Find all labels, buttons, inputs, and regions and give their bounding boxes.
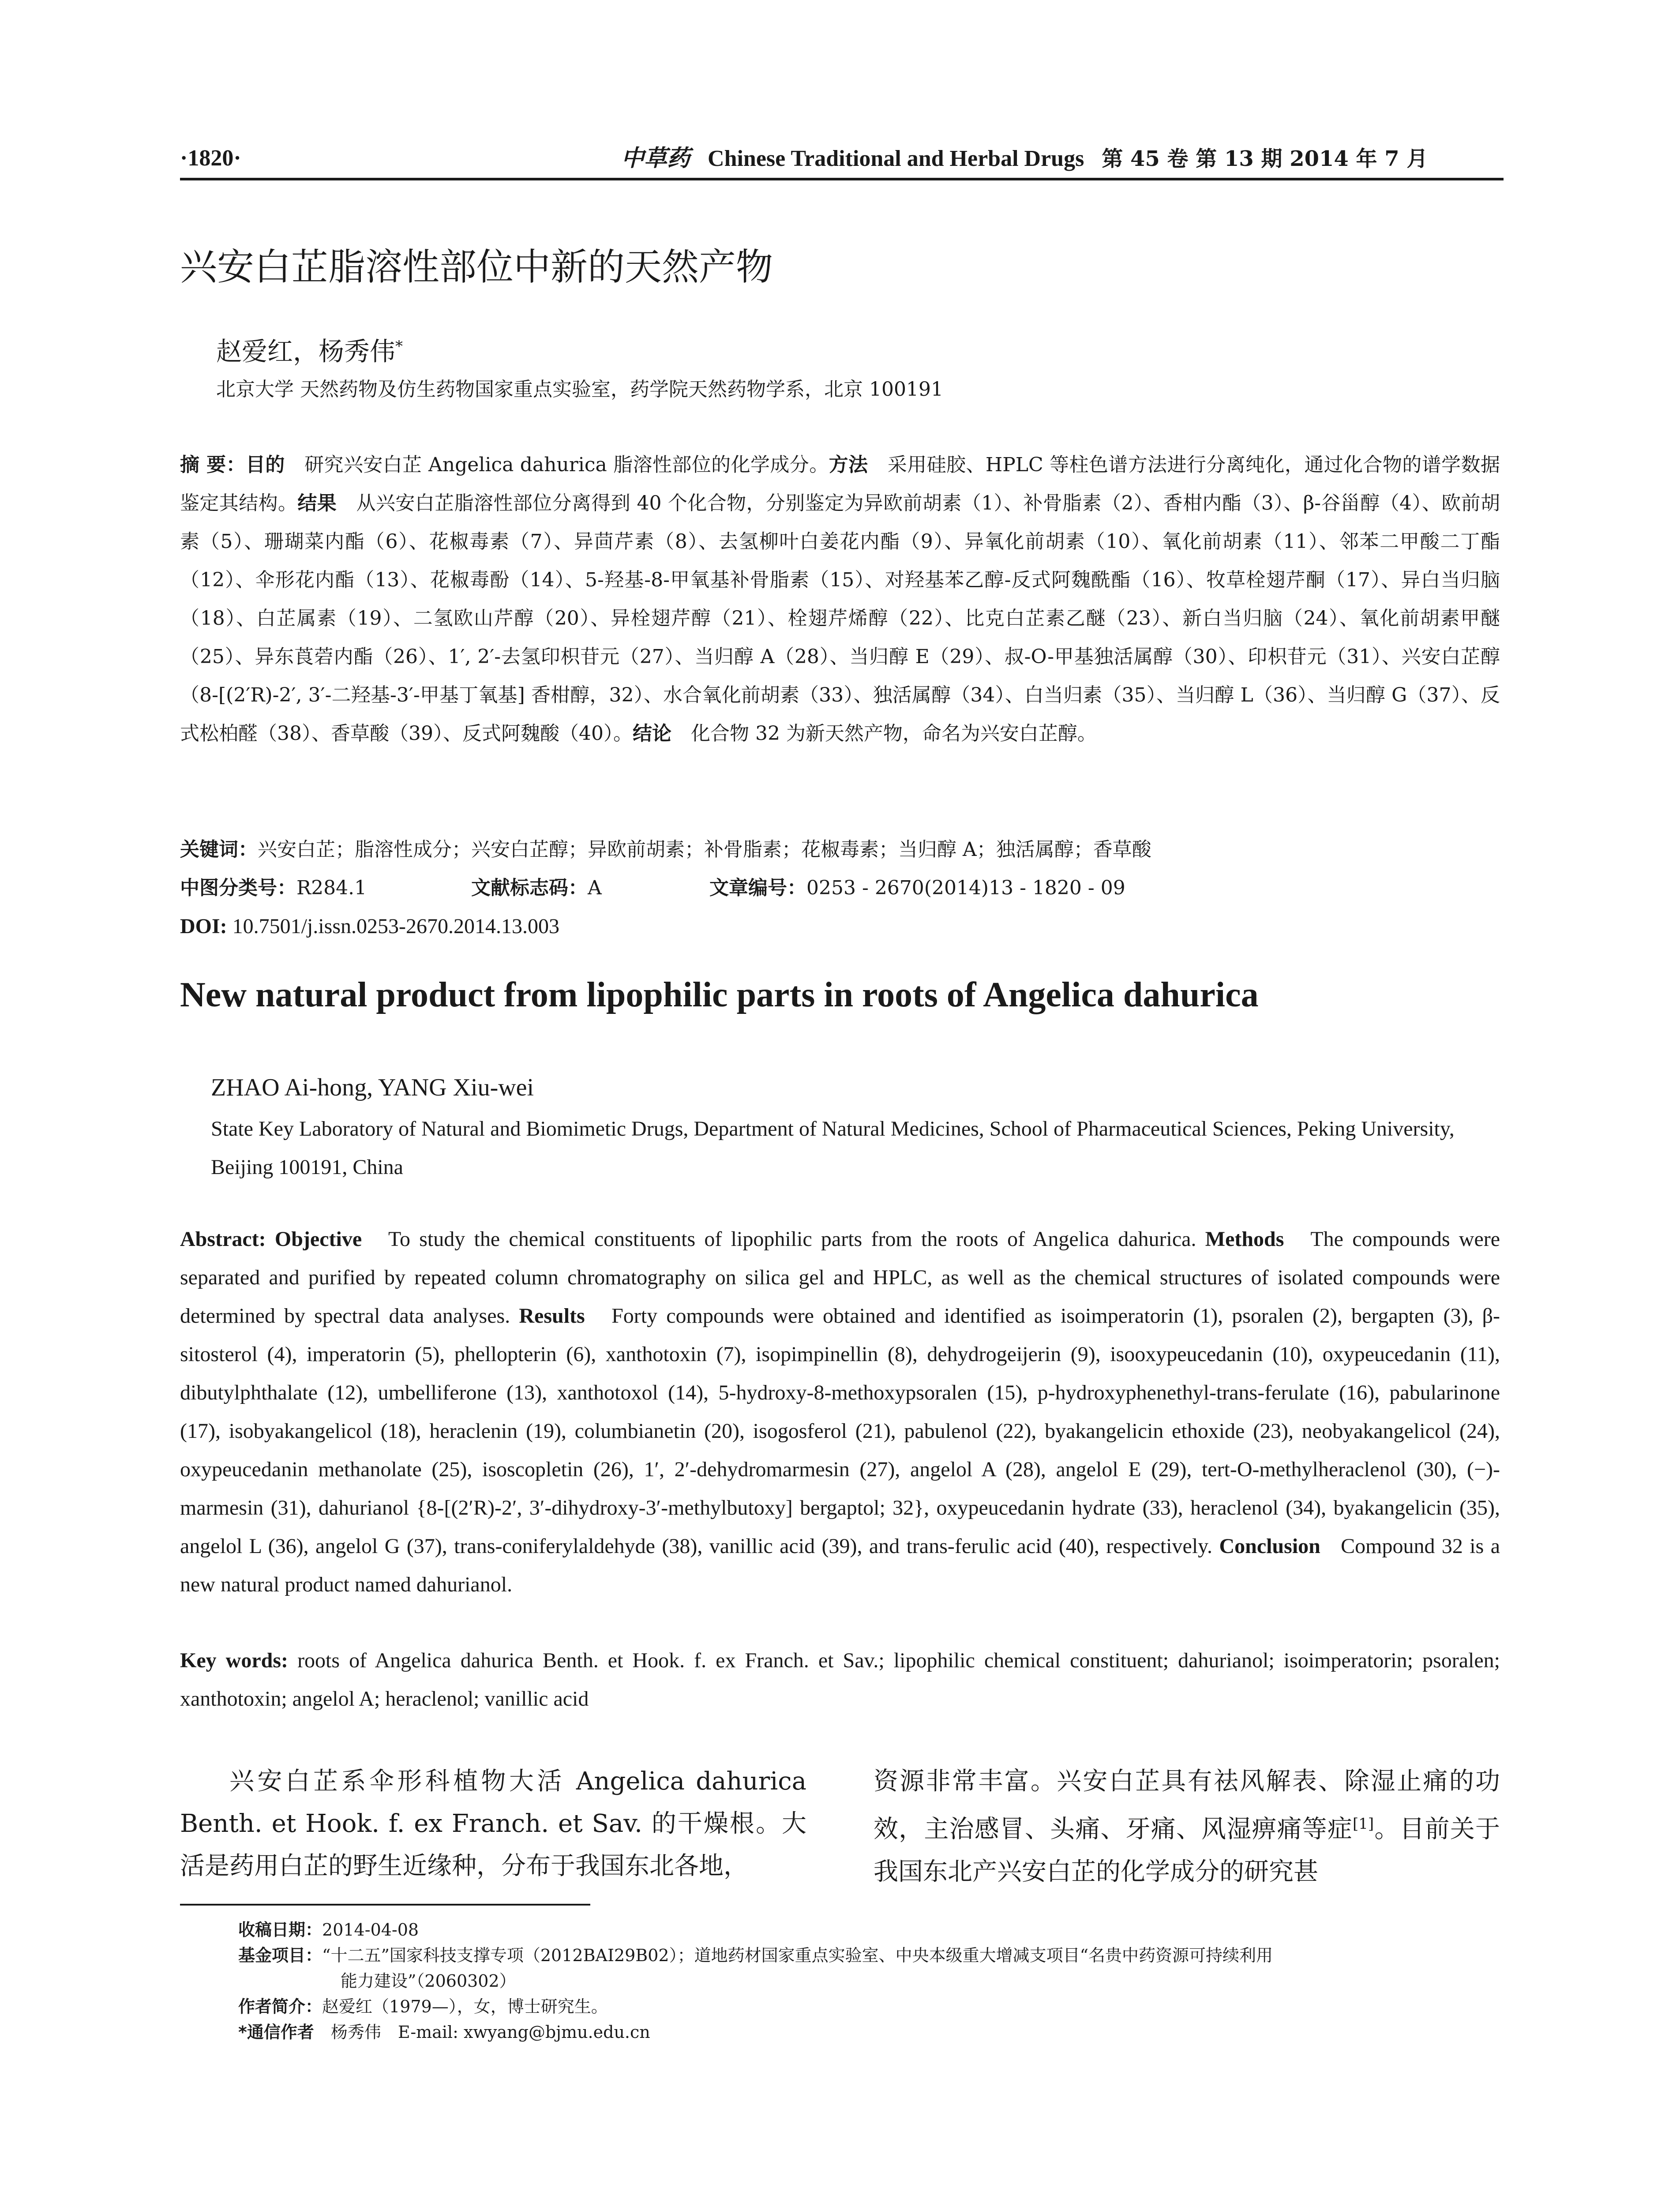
abstract-cn-conclusion: 化合物 32 为新天然产物，命名为兴安白芷醇。 bbox=[690, 722, 1097, 745]
abstract-en-conclusion: Compound 32 is a new natural product named dahurianol. bbox=[180, 1534, 1500, 1596]
title-cn: 兴安白芷脂溶性部位中新的天然产物 bbox=[180, 245, 773, 289]
abstract-cn bbox=[180, 446, 1500, 753]
fund-label: 基金项目： bbox=[238, 1946, 322, 1965]
abstract-cn-objective: 研究兴安白芷 Angelica dahurica 脂溶性部位的化学成分。 bbox=[304, 454, 829, 476]
footnote-fund bbox=[238, 1943, 1500, 1968]
body-column-left: 兴安白芷系伞形科植物大活 Angelica dahurica Benth. et Hook. f. ex Franch. et Sav. 的干燥根。大活是药用白芷的野生近缘种，分布于我国东北各地， bbox=[180, 1767, 806, 1880]
issue-info: 第 45 卷 第 13 期 2014 年 7 月 bbox=[1102, 146, 1428, 171]
doi-label: DOI: bbox=[180, 915, 227, 938]
abstract-cn-conclusion-label: 结论 bbox=[632, 722, 671, 745]
footnote-rule bbox=[180, 1904, 590, 1906]
keywords-cn-text: 兴安白芷；脂溶性成分；兴安白芷醇；异欧前胡素；补骨脂素；花椒毒素；当归醇 A；独活属醇；香草酸 bbox=[258, 838, 1151, 861]
body-column-right bbox=[874, 1760, 1500, 1893]
authors-cn bbox=[216, 329, 403, 369]
keywords-cn bbox=[180, 830, 1151, 869]
footnote-bio bbox=[238, 1994, 1500, 2019]
footnote-corresponding bbox=[238, 2019, 1500, 2045]
citation-ref[interactable]: [1] bbox=[1353, 1815, 1374, 1833]
keywords-en-text: roots of Angelica dahurica Benth. et Hook. f. ex Franch. et Sav.; lipophilic chemical constituent; dahurianol; isoimperatorin; psoralen; xanthotoxin; angelol A; heraclenol; vanillic acid bbox=[180, 1649, 1500, 1711]
footnote-fund-cont: 能力建设”（2060302） bbox=[341, 1971, 516, 1991]
abstract-en bbox=[180, 1220, 1500, 1604]
doi-value[interactable]: 10.7501/j.issn.0253-2670.2014.13.003 bbox=[232, 915, 560, 938]
bio-text: 赵爱红（1979—），女，博士研究生。 bbox=[322, 1997, 608, 2016]
abstract-en-methods: The compounds were separated and purified by repeated column chromatography on silica gel and HPLC, as well as the chemical structures of isolated compounds were determined by spectral data analyses. bbox=[180, 1227, 1500, 1328]
doi-line bbox=[180, 907, 559, 945]
affiliation-cn: 北京大学 天然药物及仿生药物国家重点实验室，药学院天然药物学系，北京 100191 bbox=[216, 378, 943, 401]
journal-name-cn: 中草药 bbox=[621, 145, 690, 172]
abstract-cn-lead: 摘 要： bbox=[180, 454, 246, 476]
body-right-text: 资源非常丰富。兴安白芷具有祛风解表、除湿止痛的功效，主治感冒、头痛、牙痛、风湿痹痛等症 bbox=[874, 1767, 1500, 1844]
affiliation-en: State Key Laboratory of Natural and Biomimetic Drugs, Department of Natural Medicines, School of Pharmaceutical Sciences, Peking University, Beijing 100191, China bbox=[211, 1117, 1455, 1179]
keywords-cn-label: 关键词： bbox=[180, 838, 258, 861]
abstract-en-conclusion-label: Conclusion bbox=[1219, 1534, 1320, 1558]
abstract-cn-methods: 采用硅胶、HPLC 等柱色谱方法进行分离纯化，通过化合物的谱学数据鉴定其结构。 bbox=[180, 454, 1500, 514]
abstract-cn-results-label: 结果 bbox=[297, 492, 337, 514]
doc-code-value: A bbox=[588, 877, 602, 899]
corresponding-text: 杨秀伟 E-mail: xwyang@bjmu.edu.cn bbox=[330, 2022, 650, 2042]
fund-line-1: “十二五”国家科技支撑专项（2012BAI29B02）；道地药材国家重点实验室、中央本级重大增减支项目“名贵中药资源可持续利用 bbox=[322, 1946, 1273, 1965]
article-id-label: 文章编号： bbox=[709, 877, 806, 899]
classification-line bbox=[180, 869, 1125, 907]
abstract-cn-objective-label: 目的 bbox=[245, 454, 285, 476]
footnotes bbox=[238, 1917, 1500, 2045]
title-en: New natural product from lipophilic parts in roots of Angelica dahurica bbox=[180, 975, 1259, 1014]
footnote-received bbox=[238, 1917, 1500, 1943]
bio-label: 作者简介： bbox=[238, 1997, 322, 2016]
body-right-text-end: 。目前关于我国东北产兴安白芷的化学成分的研究甚 bbox=[874, 1815, 1500, 1886]
abstract-en-objective-label: Objective bbox=[274, 1227, 362, 1251]
header-rule bbox=[180, 178, 1504, 180]
abstract-cn-results: 从兴安白芷脂溶性部位分离得到 40 个化合物，分别鉴定为异欧前胡素（1）、补骨脂素（2）、香柑内酯（3）、β-谷甾醇（4）、欧前胡素（5）、珊瑚菜内酯（6）、花椒毒素（7）、异茴芹素（8）、去氢柳叶白姜花内酯（9）、异氧化前胡素（10）、氧化前胡素（11）、邻苯二甲酸二丁酯（12）、伞形花内酯（13）、花椒毒酚（14）、5-羟基-8-甲氧基补骨脂素（15）、对羟基苯乙醇-反式阿魏酰酯（16）、牧草栓翅芹酮（17）、异白当归脑（18）、白芷属素（19）、二氢欧山芹醇（20）、异栓翅芹醇（21）、栓翅芹烯醇（22）、比克白芷素乙醚（23）、新白当归脑（24）、氧化前胡素甲醚（25）、异东莨菪内酯（26）、1′, 2′-去氢印枳苷元（27）、当归醇 A（28）、当归醇 E（29）、叔-O-甲基独活属醇（30）、印枳苷元（31）、兴安白芷醇（8-[(2′R)-2′, 3′-二羟基-3′-甲基丁氧基] 香柑醇，32）、水合氧化前胡素（33）、独活属醇（34）、白当归素（35）、当归醇 L（36）、当归醇 G（37）、反式松柏醛（38）、香草酸（39）、反式阿魏酸（40）。 bbox=[180, 492, 1500, 745]
journal-name-en: Chinese Traditional and Herbal Drugs bbox=[708, 146, 1084, 171]
authors-cn-names: 赵爱红，杨秀伟 bbox=[216, 336, 396, 367]
abstract-en-results-label: Results bbox=[519, 1304, 585, 1328]
corresponding-mark: * bbox=[395, 338, 403, 355]
abstract-cn-methods-label: 方法 bbox=[829, 454, 868, 476]
page-number: ·1820· bbox=[180, 146, 241, 171]
abstract-en-lead: Abstract: bbox=[180, 1227, 266, 1251]
received-date: 2014-04-08 bbox=[322, 1920, 419, 1940]
clc-value: R284.1 bbox=[296, 877, 367, 899]
abstract-en-methods-label: Methods bbox=[1205, 1227, 1284, 1251]
authors-en: ZHAO Ai-hong, YANG Xiu-wei bbox=[211, 1074, 534, 1101]
running-header bbox=[180, 140, 1500, 176]
keywords-en bbox=[180, 1641, 1500, 1718]
journal-name bbox=[621, 140, 1428, 177]
received-label: 收稿日期： bbox=[238, 1920, 322, 1940]
abstract-en-objective: To study the chemical constituents of lipophilic parts from the roots of Angelica dahurica. bbox=[388, 1227, 1196, 1251]
corresponding-label: *通信作者 bbox=[238, 2022, 314, 2042]
clc-label: 中图分类号： bbox=[180, 877, 296, 899]
doc-code-label: 文献标志码： bbox=[471, 877, 588, 899]
article-id-value: 0253 - 2670(2014)13 - 1820 - 09 bbox=[806, 877, 1125, 899]
abstract-en-results: Forty compounds were obtained and identified as isoimperatorin (1), psoralen (2), bergapten (3), β-sitosterol (4), imperatorin (5), phellopterin (6), xanthotoxin (7), isopimpinellin (8), dehydrogeijerin (9), isooxypeucedanin (10), oxypeucedanin (11), dibutylphthalate (12), umbelliferone (13), xanthotoxol (14), 5-hydroxy-8-methoxypsoralen (15), p-hydroxyphenethyl-trans-ferulate (16), pabularinone (17), isobyakangelicol (18), heraclenin (19), columbianetin (20), isogosferol (21), pabulenol (22), byakangelicin ethoxide (23), neobyakangelicol (24), oxypeucedanin methanolate (25), isoscopletin (26), 1′, 2′-dehydromarmesin (27), angelol A (28), angelol E (29), tert-O-methylheraclenol (30), (−)-marmesin (31), dahurianol {8-[(2′R)-2′, 3′-dihydroxy-3′-methylbutoxy] bergaptol; 32}, oxypeucedanin hydrate (33), heraclenol (34), byakangelicin (35), angelol L (36), angelol G (37), trans-coniferylaldehyde (38), vanillic acid (39), and trans-ferulic acid (40), respectively. bbox=[180, 1304, 1500, 1558]
keywords-en-label: Key words: bbox=[180, 1649, 289, 1672]
